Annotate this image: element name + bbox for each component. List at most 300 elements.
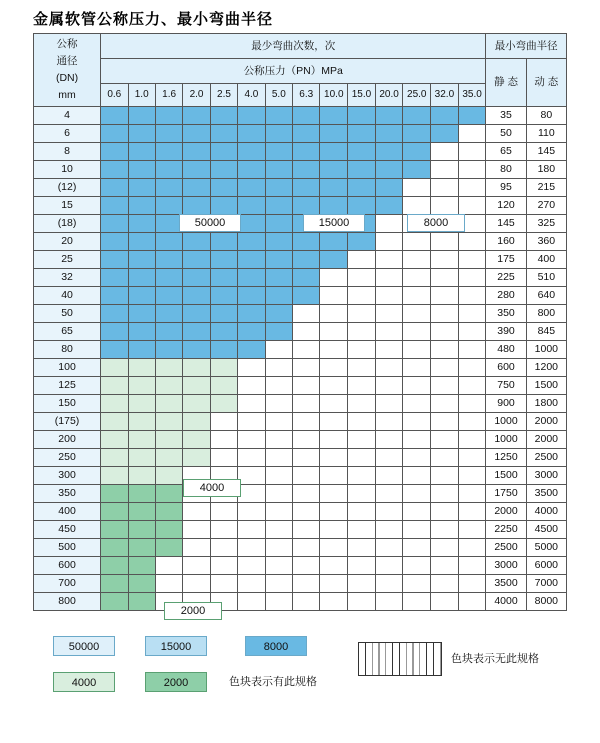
cell-600-1.6 (155, 557, 182, 575)
cell-200-5.0 (265, 431, 292, 449)
cell-350-6.3 (293, 485, 320, 503)
cell-200-20.0 (375, 431, 403, 449)
cell-80-1.0 (128, 341, 155, 359)
table-row (34, 593, 567, 611)
header-dn-cell (34, 34, 101, 107)
cell-4-0.6 (101, 107, 128, 125)
cell-250-10.0 (320, 449, 348, 467)
cell-80-1.6 (155, 341, 182, 359)
cell-15-2.5 (210, 197, 237, 215)
cell-300-1.6 (155, 467, 182, 485)
cell-150-20.0 (375, 395, 403, 413)
row-dn-label: 6 (34, 125, 101, 143)
cell-250-6.3 (293, 449, 320, 467)
header-pressure-35.0: 35.0 (458, 84, 486, 107)
table-row (34, 251, 567, 269)
row-dynamic-radius: 180 (526, 161, 566, 179)
cell-4-2.0 (183, 107, 210, 125)
row-dynamic-radius: 145 (526, 143, 566, 161)
cell-350-32.0 (431, 485, 459, 503)
cell-(12)-15.0 (348, 179, 376, 197)
cell-50-2.0 (183, 305, 210, 323)
cell-150-2.0 (183, 395, 210, 413)
cell-700-15.0 (348, 575, 376, 593)
cell-6-1.6 (155, 125, 182, 143)
cell-65-2.0 (183, 323, 210, 341)
header-pressure-20.0: 20.0 (375, 84, 403, 107)
overlay-value-50000: 50000 (179, 214, 241, 232)
cell-4-5.0 (265, 107, 292, 125)
cell-125-25.0 (403, 377, 431, 395)
table-row (34, 377, 567, 395)
row-dn-label: 350 (34, 485, 101, 503)
row-static-radius: 50 (486, 125, 526, 143)
table-body (34, 107, 567, 611)
row-dynamic-radius: 640 (526, 287, 566, 305)
cell-10-5.0 (265, 161, 292, 179)
cell-65-32.0 (431, 323, 459, 341)
cell-400-25.0 (403, 503, 431, 521)
row-dn-label: (12) (34, 179, 101, 197)
row-static-radius: 1750 (486, 485, 526, 503)
legend-swatch-2000: 2000 (145, 672, 207, 692)
cell-25-35.0 (458, 251, 486, 269)
cell-(18)-20.0 (375, 215, 403, 233)
cell-32-0.6 (101, 269, 128, 287)
cell-(12)-0.6 (101, 179, 128, 197)
header-bend-radius: 最小弯曲半径 (486, 34, 567, 59)
cell-25-20.0 (375, 251, 403, 269)
cell-450-4.0 (238, 521, 265, 539)
cell-6-0.6 (101, 125, 128, 143)
cell-450-25.0 (403, 521, 431, 539)
row-dn-label: 800 (34, 593, 101, 611)
cell-(175)-2.5 (210, 413, 237, 431)
cell-40-4.0 (238, 287, 265, 305)
page-title: 金属软管公称压力、最小弯曲半径 (33, 10, 274, 28)
cell-20-2.0 (183, 233, 210, 251)
cell-350-15.0 (348, 485, 376, 503)
cell-200-10.0 (320, 431, 348, 449)
cell-500-15.0 (348, 539, 376, 557)
cell-65-25.0 (403, 323, 431, 341)
row-dn-label: 400 (34, 503, 101, 521)
cell-(12)-6.3 (293, 179, 320, 197)
cell-(175)-15.0 (348, 413, 376, 431)
row-static-radius: 3000 (486, 557, 526, 575)
cell-200-15.0 (348, 431, 376, 449)
cell-32-25.0 (403, 269, 431, 287)
cell-450-35.0 (458, 521, 486, 539)
cell-8-32.0 (431, 143, 459, 161)
cell-25-1.0 (128, 251, 155, 269)
cell-100-10.0 (320, 359, 348, 377)
cell-125-35.0 (458, 377, 486, 395)
cell-6-2.5 (210, 125, 237, 143)
overlay-value-4000: 4000 (183, 479, 241, 497)
header-pressure-4.0: 4.0 (238, 84, 265, 107)
cell-20-1.0 (128, 233, 155, 251)
header-dn-line-2: (DN) (55, 72, 79, 84)
cell-300-4.0 (238, 467, 265, 485)
cell-40-1.6 (155, 287, 182, 305)
header-pressure-2.5: 2.5 (210, 84, 237, 107)
cell-10-2.5 (210, 161, 237, 179)
cell-600-2.0 (183, 557, 210, 575)
cell-200-6.3 (293, 431, 320, 449)
cell-40-35.0 (458, 287, 486, 305)
table-row (34, 161, 567, 179)
header-pressure-10.0: 10.0 (320, 84, 348, 107)
cell-32-32.0 (431, 269, 459, 287)
table-row (34, 323, 567, 341)
cell-65-6.3 (293, 323, 320, 341)
cell-4-4.0 (238, 107, 265, 125)
table-row (34, 557, 567, 575)
cell-4-10.0 (320, 107, 348, 125)
cell-(12)-2.0 (183, 179, 210, 197)
cell-50-2.5 (210, 305, 237, 323)
header-pressure-6.3: 6.3 (293, 84, 320, 107)
cell-150-32.0 (431, 395, 459, 413)
cell-32-10.0 (320, 269, 348, 287)
cell-200-2.0 (183, 431, 210, 449)
cell-25-6.3 (293, 251, 320, 269)
row-dynamic-radius: 3000 (526, 467, 566, 485)
cell-50-20.0 (375, 305, 403, 323)
cell-100-32.0 (431, 359, 459, 377)
cell-(18)-1.0 (128, 215, 155, 233)
cell-350-1.0 (128, 485, 155, 503)
row-dn-label: 25 (34, 251, 101, 269)
cell-100-35.0 (458, 359, 486, 377)
cell-15-2.0 (183, 197, 210, 215)
header-pressure-title: 公称压力（PN）MPa (101, 59, 486, 84)
cell-50-25.0 (403, 305, 431, 323)
cell-100-2.5 (210, 359, 237, 377)
cell-250-25.0 (403, 449, 431, 467)
cell-15-0.6 (101, 197, 128, 215)
cell-10-0.6 (101, 161, 128, 179)
cell-32-1.0 (128, 269, 155, 287)
cell-6-2.0 (183, 125, 210, 143)
cell-(12)-1.6 (155, 179, 182, 197)
cell-(175)-32.0 (431, 413, 459, 431)
legend-item-4000 (53, 672, 115, 692)
cell-100-4.0 (238, 359, 265, 377)
cell-100-15.0 (348, 359, 376, 377)
cell-150-10.0 (320, 395, 348, 413)
cell-400-0.6 (101, 503, 128, 521)
cell-450-6.3 (293, 521, 320, 539)
cell-800-25.0 (403, 593, 431, 611)
cell-700-32.0 (431, 575, 459, 593)
cell-600-35.0 (458, 557, 486, 575)
cell-8-0.6 (101, 143, 128, 161)
row-dn-label: 700 (34, 575, 101, 593)
cell-15-15.0 (348, 197, 376, 215)
cell-800-4.0 (238, 593, 265, 611)
cell-800-35.0 (458, 593, 486, 611)
cell-(18)-0.6 (101, 215, 128, 233)
cell-80-0.6 (101, 341, 128, 359)
cell-100-5.0 (265, 359, 292, 377)
cell-20-0.6 (101, 233, 128, 251)
table-row (34, 107, 567, 125)
row-static-radius: 1000 (486, 431, 526, 449)
table-row (34, 215, 567, 233)
cell-200-1.0 (128, 431, 155, 449)
cell-6-4.0 (238, 125, 265, 143)
row-dynamic-radius: 80 (526, 107, 566, 125)
cell-600-25.0 (403, 557, 431, 575)
table-row (34, 449, 567, 467)
legend-item-50000 (53, 636, 115, 656)
cell-(175)-6.3 (293, 413, 320, 431)
cell-300-10.0 (320, 467, 348, 485)
row-dn-label: 32 (34, 269, 101, 287)
row-dynamic-radius: 1000 (526, 341, 566, 359)
cell-100-0.6 (101, 359, 128, 377)
cell-65-2.5 (210, 323, 237, 341)
cell-125-5.0 (265, 377, 292, 395)
cell-450-2.0 (183, 521, 210, 539)
cell-400-10.0 (320, 503, 348, 521)
cell-10-6.3 (293, 161, 320, 179)
cell-8-25.0 (403, 143, 431, 161)
spec-table-container (33, 33, 567, 623)
cell-800-20.0 (375, 593, 403, 611)
cell-125-6.3 (293, 377, 320, 395)
cell-(12)-10.0 (320, 179, 348, 197)
cell-200-35.0 (458, 431, 486, 449)
cell-150-0.6 (101, 395, 128, 413)
overlay-value-2000: 2000 (164, 602, 222, 620)
cell-65-1.6 (155, 323, 182, 341)
cell-400-2.0 (183, 503, 210, 521)
cell-500-20.0 (375, 539, 403, 557)
cell-65-1.0 (128, 323, 155, 341)
cell-50-32.0 (431, 305, 459, 323)
header-pressure-15.0: 15.0 (348, 84, 376, 107)
cell-8-4.0 (238, 143, 265, 161)
row-static-radius: 95 (486, 179, 526, 197)
cell-(12)-2.5 (210, 179, 237, 197)
cell-500-6.3 (293, 539, 320, 557)
cell-800-0.6 (101, 593, 128, 611)
cell-8-1.0 (128, 143, 155, 161)
cell-700-10.0 (320, 575, 348, 593)
cell-450-2.5 (210, 521, 237, 539)
row-static-radius: 600 (486, 359, 526, 377)
cell-15-10.0 (320, 197, 348, 215)
row-dynamic-radius: 1800 (526, 395, 566, 413)
row-static-radius: 2500 (486, 539, 526, 557)
cell-20-6.3 (293, 233, 320, 251)
row-dn-label: 8 (34, 143, 101, 161)
cell-40-2.5 (210, 287, 237, 305)
header-pressure-5.0: 5.0 (265, 84, 292, 107)
cell-(175)-5.0 (265, 413, 292, 431)
cell-100-2.0 (183, 359, 210, 377)
cell-32-15.0 (348, 269, 376, 287)
cell-20-10.0 (320, 233, 348, 251)
cell-80-10.0 (320, 341, 348, 359)
cell-(175)-20.0 (375, 413, 403, 431)
cell-40-20.0 (375, 287, 403, 305)
cell-50-0.6 (101, 305, 128, 323)
row-dn-label: 250 (34, 449, 101, 467)
cell-6-5.0 (265, 125, 292, 143)
cell-40-15.0 (348, 287, 376, 305)
cell-32-1.6 (155, 269, 182, 287)
cell-450-10.0 (320, 521, 348, 539)
cell-125-1.0 (128, 377, 155, 395)
cell-350-4.0 (238, 485, 265, 503)
cell-80-32.0 (431, 341, 459, 359)
cell-80-20.0 (375, 341, 403, 359)
cell-200-32.0 (431, 431, 459, 449)
row-static-radius: 2250 (486, 521, 526, 539)
cell-6-32.0 (431, 125, 459, 143)
cell-700-5.0 (265, 575, 292, 593)
cell-700-20.0 (375, 575, 403, 593)
header-pressure-1.6: 1.6 (155, 84, 182, 107)
row-dn-label: 600 (34, 557, 101, 575)
cell-250-1.0 (128, 449, 155, 467)
cell-(18)-4.0 (238, 215, 265, 233)
row-static-radius: 65 (486, 143, 526, 161)
cell-250-5.0 (265, 449, 292, 467)
table-row (34, 125, 567, 143)
row-static-radius: 1500 (486, 467, 526, 485)
header-dn-line-3: mm (58, 89, 76, 101)
cell-10-32.0 (431, 161, 459, 179)
row-dynamic-radius: 215 (526, 179, 566, 197)
row-dynamic-radius: 7000 (526, 575, 566, 593)
row-dn-label: 4 (34, 107, 101, 125)
row-dn-label: 80 (34, 341, 101, 359)
cell-600-10.0 (320, 557, 348, 575)
cell-4-2.5 (210, 107, 237, 125)
legend-swatch-50000: 50000 (53, 636, 115, 656)
row-dynamic-radius: 6000 (526, 557, 566, 575)
table-row (34, 233, 567, 251)
cell-350-10.0 (320, 485, 348, 503)
spec-table (33, 33, 567, 611)
cell-10-20.0 (375, 161, 403, 179)
cell-(12)-1.0 (128, 179, 155, 197)
row-dynamic-radius: 845 (526, 323, 566, 341)
cell-32-6.3 (293, 269, 320, 287)
cell-250-0.6 (101, 449, 128, 467)
cell-500-1.6 (155, 539, 182, 557)
cell-450-5.0 (265, 521, 292, 539)
cell-150-6.3 (293, 395, 320, 413)
row-dynamic-radius: 2000 (526, 413, 566, 431)
cell-350-1.6 (155, 485, 182, 503)
cell-65-10.0 (320, 323, 348, 341)
cell-450-1.6 (155, 521, 182, 539)
row-dynamic-radius: 4500 (526, 521, 566, 539)
row-dn-label: 15 (34, 197, 101, 215)
cell-(12)-5.0 (265, 179, 292, 197)
cell-150-35.0 (458, 395, 486, 413)
cell-200-1.6 (155, 431, 182, 449)
header-pressure-0.6: 0.6 (101, 84, 128, 107)
cell-25-0.6 (101, 251, 128, 269)
cell-125-10.0 (320, 377, 348, 395)
cell-50-35.0 (458, 305, 486, 323)
legend-note-unavailable: 色块表示无此规格 (451, 653, 539, 665)
cell-6-25.0 (403, 125, 431, 143)
row-dn-label: 100 (34, 359, 101, 377)
legend-swatch-8000: 8000 (245, 636, 307, 656)
legend-item-2000 (145, 672, 207, 692)
cell-20-35.0 (458, 233, 486, 251)
row-dn-label: 20 (34, 233, 101, 251)
cell-4-6.3 (293, 107, 320, 125)
cell-50-1.6 (155, 305, 182, 323)
cell-10-2.0 (183, 161, 210, 179)
row-dn-label: 150 (34, 395, 101, 413)
cell-40-6.3 (293, 287, 320, 305)
cell-50-5.0 (265, 305, 292, 323)
cell-20-32.0 (431, 233, 459, 251)
cell-25-5.0 (265, 251, 292, 269)
cell-65-20.0 (375, 323, 403, 341)
row-dynamic-radius: 2000 (526, 431, 566, 449)
cell-32-2.5 (210, 269, 237, 287)
header-pressure-1.0: 1.0 (128, 84, 155, 107)
cell-300-35.0 (458, 467, 486, 485)
row-dynamic-radius: 3500 (526, 485, 566, 503)
cell-250-32.0 (431, 449, 459, 467)
header-dynamic: 动 态 (526, 59, 566, 107)
cell-10-1.0 (128, 161, 155, 179)
row-static-radius: 120 (486, 197, 526, 215)
table-head (34, 34, 567, 107)
cell-50-4.0 (238, 305, 265, 323)
cell-500-5.0 (265, 539, 292, 557)
header-dn-line-0: 公称 (56, 38, 78, 50)
cell-300-1.0 (128, 467, 155, 485)
cell-15-4.0 (238, 197, 265, 215)
cell-150-15.0 (348, 395, 376, 413)
overlay-value-15000: 15000 (303, 214, 365, 232)
row-static-radius: 750 (486, 377, 526, 395)
row-dynamic-radius: 8000 (526, 593, 566, 611)
cell-(175)-10.0 (320, 413, 348, 431)
table-row (34, 521, 567, 539)
cell-80-4.0 (238, 341, 265, 359)
cell-40-0.6 (101, 287, 128, 305)
cell-(12)-35.0 (458, 179, 486, 197)
cell-65-4.0 (238, 323, 265, 341)
cell-(12)-20.0 (375, 179, 403, 197)
table-row (34, 269, 567, 287)
table-row (34, 503, 567, 521)
cell-500-1.0 (128, 539, 155, 557)
cell-6-20.0 (375, 125, 403, 143)
cell-150-4.0 (238, 395, 265, 413)
cell-400-32.0 (431, 503, 459, 521)
cell-450-20.0 (375, 521, 403, 539)
cell-500-10.0 (320, 539, 348, 557)
cell-80-35.0 (458, 341, 486, 359)
legend-note-available: 色块表示有此规格 (229, 676, 317, 688)
cell-(12)-4.0 (238, 179, 265, 197)
